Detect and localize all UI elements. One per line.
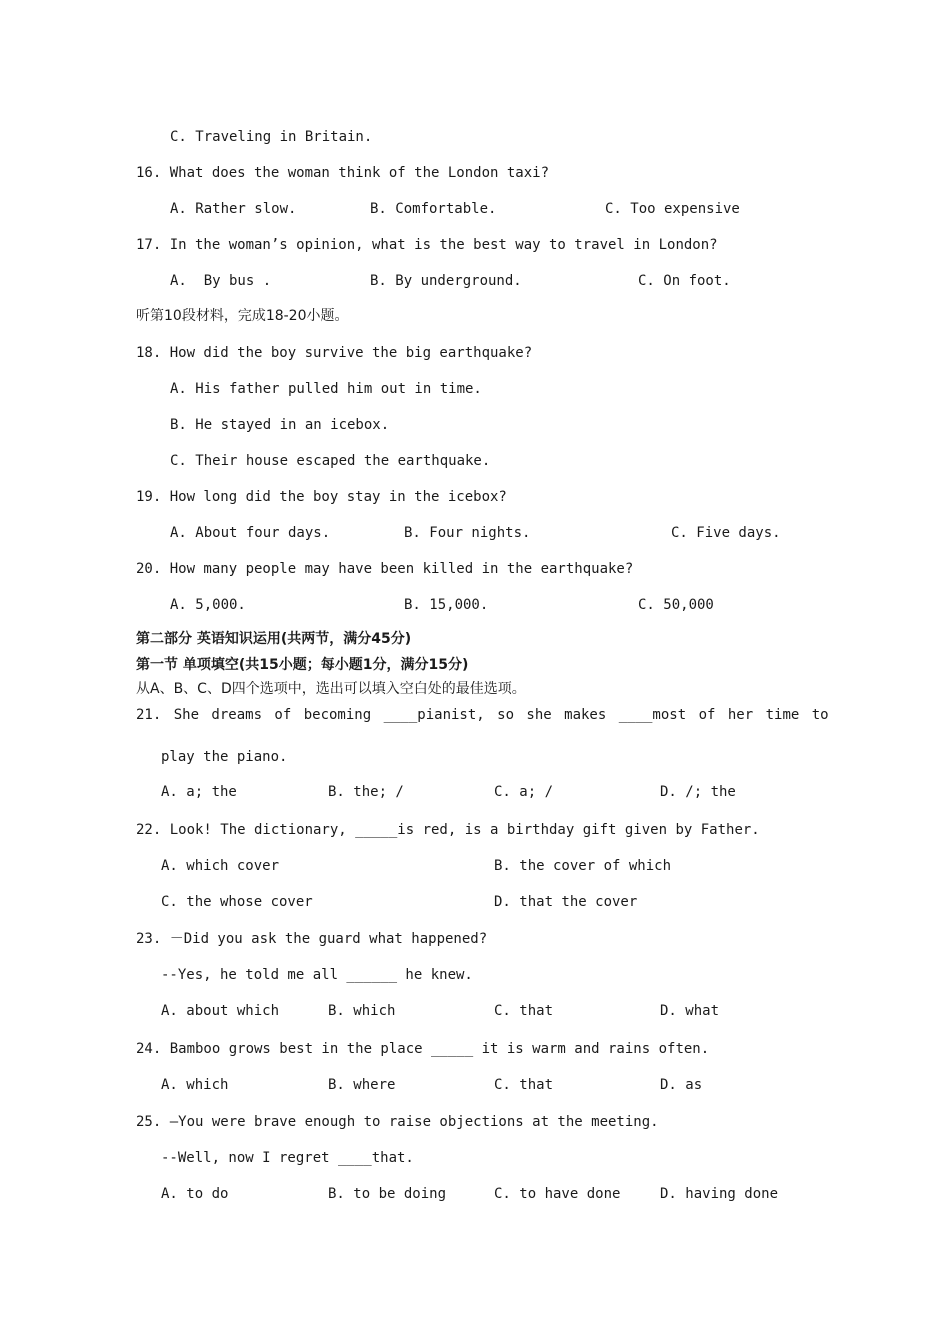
q18-option-c: C. Their house escaped the earthquake. bbox=[170, 453, 491, 469]
q17-option-c: C. On foot. bbox=[638, 273, 731, 289]
q22-stem: 22. Look! The dictionary, _____is red, is a birthday gift given by Father. bbox=[136, 822, 760, 838]
q23-option-a: A. about which bbox=[161, 1003, 280, 1019]
q19-option-c: C. Five days. bbox=[671, 525, 781, 541]
q22-option-b: B. the cover of which bbox=[494, 858, 672, 874]
q17-stem: 17. In the woman’s opinion, what is the best way to travel in London? bbox=[136, 237, 718, 253]
q21-option-d: D. /; the bbox=[660, 784, 736, 800]
section1-instruction: 从A、B、C、D四个选项中，选出可以填入空白处的最佳选项。 bbox=[136, 681, 526, 697]
q22-option-c: C. the whose cover bbox=[161, 894, 313, 910]
q24-option-a: A. which bbox=[161, 1077, 229, 1093]
q18-option-a: A. His father pulled him out in time. bbox=[170, 381, 482, 397]
q18-stem: 18. How did the boy survive the big earthquake? bbox=[136, 345, 533, 361]
q25-option-b: B. to be doing bbox=[328, 1186, 447, 1202]
q16-stem: 16. What does the woman think of the London taxi? bbox=[136, 165, 550, 181]
q25-stem-line1: 25. —You were brave enough to raise objections at the meeting. bbox=[136, 1114, 659, 1130]
q23-stem-line2: --Yes, he told me all ______ he knew. bbox=[161, 967, 473, 983]
q18-option-b: B. He stayed in an icebox. bbox=[170, 417, 390, 433]
q23-option-b: B. which bbox=[328, 1003, 396, 1019]
q23-stem-line1: 23. －Did you ask the guard what happened? bbox=[136, 931, 488, 947]
q15-option-c: C. Traveling in Britain. bbox=[170, 129, 373, 145]
part2-heading: 第二部分 英语知识运用(共两节，满分45分) bbox=[136, 631, 412, 647]
q16-option-b: B. Comfortable. bbox=[370, 201, 497, 217]
q21-stem-line1: 21. She dreams of becoming ____pianist, so she makes ____most of her time to bbox=[136, 707, 829, 723]
q22-option-a: A. which cover bbox=[161, 858, 280, 874]
q17-option-b: B. By underground. bbox=[370, 273, 522, 289]
q25-option-a: A. to do bbox=[161, 1186, 229, 1202]
q16-option-c: C. Too expensive bbox=[605, 201, 740, 217]
q20-option-c: C. 50,000 bbox=[638, 597, 714, 613]
section1-heading: 第一节 单项填空(共15小题；每小题1分，满分15分) bbox=[136, 657, 469, 673]
section10-instruction: 听第10段材料，完成18-20小题。 bbox=[136, 308, 349, 324]
q19-option-b: B. Four nights. bbox=[404, 525, 531, 541]
q21-option-c: C. a; / bbox=[494, 784, 554, 800]
q25-stem-line2: --Well, now I regret ____that. bbox=[161, 1150, 414, 1166]
q24-option-c: C. that bbox=[494, 1077, 554, 1093]
q22-option-d: D. that the cover bbox=[494, 894, 638, 910]
q16-option-a: A. Rather slow. bbox=[170, 201, 297, 217]
q24-option-b: B. where bbox=[328, 1077, 396, 1093]
q20-option-b: B. 15,000. bbox=[404, 597, 489, 613]
q23-option-d: D. what bbox=[660, 1003, 720, 1019]
q21-stem-line2: play the piano. bbox=[161, 749, 288, 765]
q21-option-a: A. a; the bbox=[161, 784, 237, 800]
q23-option-c: C. that bbox=[494, 1003, 554, 1019]
q21-option-b: B. the; / bbox=[328, 784, 404, 800]
q24-option-d: D. as bbox=[660, 1077, 703, 1093]
q20-option-a: A. 5,000. bbox=[170, 597, 246, 613]
q24-stem: 24. Bamboo grows best in the place _____ it is warm and rains often. bbox=[136, 1041, 710, 1057]
q25-option-c: C. to have done bbox=[494, 1186, 621, 1202]
q20-stem: 20. How many people may have been killed in the earthquake? bbox=[136, 561, 634, 577]
q19-stem: 19. How long did the boy stay in the icebox? bbox=[136, 489, 507, 505]
q19-option-a: A. About four days. bbox=[170, 525, 331, 541]
q17-option-a: A. By bus . bbox=[170, 273, 272, 289]
q25-option-d: D. having done bbox=[660, 1186, 779, 1202]
